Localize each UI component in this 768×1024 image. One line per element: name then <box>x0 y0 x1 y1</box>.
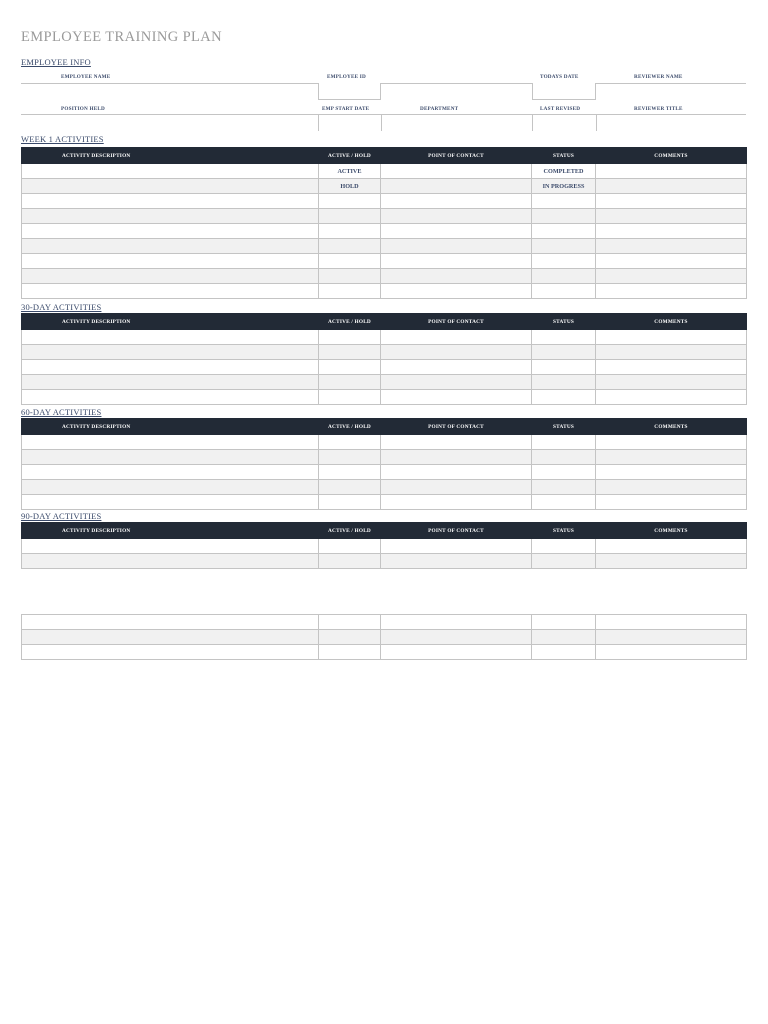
status-cell[interactable] <box>532 224 596 239</box>
active-hold-cell[interactable] <box>319 239 381 254</box>
table-row <box>22 254 747 269</box>
activity-description-cell[interactable] <box>22 239 319 254</box>
activity-description-cell[interactable] <box>22 345 319 360</box>
status-cell[interactable] <box>532 360 596 375</box>
active-hold-cell[interactable] <box>319 630 381 645</box>
status-cell[interactable] <box>532 239 596 254</box>
comments-cell[interactable] <box>596 239 747 254</box>
label-employee-id: EMPLOYEE ID <box>327 74 366 80</box>
table-header-row <box>22 523 747 539</box>
point-of-contact-cell[interactable] <box>381 194 532 209</box>
active-hold-cell[interactable] <box>319 345 381 360</box>
active-hold-cell[interactable] <box>319 450 381 465</box>
label-reviewer-name: REVIEWER NAME <box>634 74 683 80</box>
comments-cell[interactable] <box>596 194 747 209</box>
activity-description-cell[interactable] <box>22 450 319 465</box>
table-row <box>22 345 747 360</box>
week-1-activities-table <box>21 147 747 299</box>
column-header-comments: COMMENTS <box>596 523 747 539</box>
column-header-point-of-contact: POINT OF CONTACT <box>381 148 532 164</box>
status-cell[interactable] <box>532 254 596 269</box>
point-of-contact-cell[interactable] <box>381 284 532 299</box>
column-header-active-hold: ACTIVE / HOLD <box>319 148 381 164</box>
table-row <box>22 164 747 179</box>
active-hold-cell[interactable] <box>319 360 381 375</box>
comments-cell[interactable] <box>596 435 747 450</box>
activity-description-cell[interactable] <box>22 465 319 480</box>
point-of-contact-cell[interactable] <box>381 465 532 480</box>
status-cell[interactable] <box>532 539 596 554</box>
active-hold-cell[interactable] <box>319 539 381 554</box>
point-of-contact-cell[interactable] <box>381 495 532 510</box>
status-cell[interactable] <box>532 645 596 660</box>
point-of-contact-cell[interactable] <box>381 554 532 569</box>
table-row <box>22 480 747 495</box>
table-row <box>22 465 747 480</box>
active-hold-cell[interactable] <box>319 495 381 510</box>
table-row <box>22 615 747 630</box>
comments-cell[interactable] <box>596 360 747 375</box>
info-row1-line <box>21 83 746 84</box>
status-cell[interactable]: IN PROGRESS <box>532 179 596 194</box>
activity-description-cell[interactable] <box>22 330 319 345</box>
table-row <box>22 495 747 510</box>
active-hold-cell[interactable] <box>319 194 381 209</box>
activity-description-cell[interactable] <box>22 164 319 179</box>
comments-cell[interactable] <box>596 179 747 194</box>
comments-cell[interactable] <box>596 390 747 405</box>
point-of-contact-cell[interactable] <box>381 360 532 375</box>
comments-cell[interactable] <box>596 645 747 660</box>
column-header-comments: COMMENTS <box>596 148 747 164</box>
week-1-activities-heading: WEEK 1 ACTIVITIES <box>21 134 104 144</box>
30-day-activities-table <box>21 313 747 405</box>
label-todays-date: TODAYS DATE <box>540 74 579 80</box>
point-of-contact-cell[interactable] <box>381 164 532 179</box>
point-of-contact-cell[interactable] <box>381 239 532 254</box>
table-row <box>22 269 747 284</box>
activity-description-cell[interactable] <box>22 209 319 224</box>
table-row <box>22 360 747 375</box>
comments-cell[interactable] <box>596 480 747 495</box>
activity-description-cell[interactable] <box>22 645 319 660</box>
status-cell[interactable] <box>532 345 596 360</box>
active-hold-cell[interactable] <box>319 645 381 660</box>
active-hold-cell[interactable] <box>319 615 381 630</box>
active-hold-cell[interactable] <box>319 330 381 345</box>
comments-cell[interactable] <box>596 330 747 345</box>
status-cell[interactable] <box>532 209 596 224</box>
activity-description-cell[interactable] <box>22 480 319 495</box>
activity-description-cell[interactable] <box>22 630 319 645</box>
point-of-contact-cell[interactable] <box>381 539 532 554</box>
active-hold-cell[interactable] <box>319 254 381 269</box>
point-of-contact-cell[interactable] <box>381 254 532 269</box>
table-header-row <box>22 314 747 330</box>
column-header-active-hold: ACTIVE / HOLD <box>319 523 381 539</box>
last-revised-field-divider <box>532 114 533 131</box>
90-day-activities-table <box>21 522 747 569</box>
label-employee-name: EMPLOYEE NAME <box>61 74 111 80</box>
status-cell[interactable] <box>532 284 596 299</box>
column-header-status: STATUS <box>532 314 596 330</box>
reviewer-title-field-divider <box>596 114 597 131</box>
status-cell[interactable] <box>532 330 596 345</box>
comments-cell[interactable] <box>596 254 747 269</box>
column-header-point-of-contact: POINT OF CONTACT <box>381 419 532 435</box>
comments-cell[interactable] <box>596 284 747 299</box>
comments-cell[interactable] <box>596 615 747 630</box>
status-cell[interactable]: COMPLETED <box>532 164 596 179</box>
table-row <box>22 194 747 209</box>
page-title: EMPLOYEE TRAINING PLAN <box>21 29 223 45</box>
active-hold-cell[interactable] <box>319 284 381 299</box>
point-of-contact-cell[interactable] <box>381 179 532 194</box>
status-cell[interactable] <box>532 269 596 284</box>
table-row <box>22 330 747 345</box>
status-cell[interactable] <box>532 615 596 630</box>
column-header-activity-description: ACTIVITY DESCRIPTION <box>22 523 319 539</box>
table-row <box>22 375 747 390</box>
60-day-activities-table <box>21 418 747 510</box>
activity-description-cell[interactable] <box>22 269 319 284</box>
point-of-contact-cell[interactable] <box>381 390 532 405</box>
column-header-point-of-contact: POINT OF CONTACT <box>381 523 532 539</box>
30-day-activities-heading: 30-DAY ACTIVITIES <box>21 302 102 312</box>
status-cell[interactable] <box>532 375 596 390</box>
status-cell[interactable] <box>532 450 596 465</box>
activity-description-cell[interactable] <box>22 194 319 209</box>
activity-description-cell[interactable] <box>22 360 319 375</box>
emp-start-date-field-divider <box>318 114 319 131</box>
90-day-activities-heading: 90-DAY ACTIVITIES <box>21 511 102 521</box>
column-header-status: STATUS <box>532 148 596 164</box>
activity-description-cell[interactable] <box>22 554 319 569</box>
table-row <box>22 390 747 405</box>
column-header-point-of-contact: POINT OF CONTACT <box>381 314 532 330</box>
status-cell[interactable] <box>532 465 596 480</box>
activity-description-cell[interactable] <box>22 539 319 554</box>
comments-cell[interactable] <box>596 345 747 360</box>
comments-cell[interactable] <box>596 465 747 480</box>
table-row <box>22 435 747 450</box>
active-hold-cell[interactable]: ACTIVE <box>319 164 381 179</box>
table-row <box>22 554 747 569</box>
point-of-contact-cell[interactable] <box>381 615 532 630</box>
activity-description-cell[interactable] <box>22 284 319 299</box>
comments-cell[interactable] <box>596 495 747 510</box>
active-hold-cell[interactable] <box>319 269 381 284</box>
status-cell[interactable] <box>532 554 596 569</box>
status-cell[interactable] <box>532 630 596 645</box>
point-of-contact-cell[interactable] <box>381 375 532 390</box>
point-of-contact-cell[interactable] <box>381 630 532 645</box>
label-department: DEPARTMENT <box>420 106 459 112</box>
active-hold-cell[interactable] <box>319 390 381 405</box>
point-of-contact-cell[interactable] <box>381 480 532 495</box>
point-of-contact-cell[interactable] <box>381 435 532 450</box>
column-header-comments: COMMENTS <box>596 314 747 330</box>
activity-description-cell[interactable] <box>22 254 319 269</box>
label-reviewer-title: REVIEWER TITLE <box>634 106 683 112</box>
table-row <box>22 284 747 299</box>
column-header-status: STATUS <box>532 419 596 435</box>
point-of-contact-cell[interactable] <box>381 450 532 465</box>
activity-description-cell[interactable] <box>22 375 319 390</box>
info-row2-line <box>21 114 746 115</box>
activity-description-cell[interactable] <box>22 179 319 194</box>
point-of-contact-cell[interactable] <box>381 209 532 224</box>
status-cell[interactable] <box>532 435 596 450</box>
table-row <box>22 224 747 239</box>
status-cell[interactable] <box>532 390 596 405</box>
table-row <box>22 450 747 465</box>
point-of-contact-cell[interactable] <box>381 269 532 284</box>
activity-description-cell[interactable] <box>22 615 319 630</box>
point-of-contact-cell[interactable] <box>381 330 532 345</box>
status-cell[interactable] <box>532 495 596 510</box>
activity-description-cell[interactable] <box>22 224 319 239</box>
table-row <box>22 539 747 554</box>
status-cell[interactable] <box>532 194 596 209</box>
table-row <box>22 645 747 660</box>
active-hold-cell[interactable] <box>319 375 381 390</box>
active-hold-cell[interactable]: HOLD <box>319 179 381 194</box>
table-row <box>22 179 747 194</box>
column-header-activity-description: ACTIVITY DESCRIPTION <box>22 314 319 330</box>
department-field-divider <box>381 114 382 131</box>
point-of-contact-cell[interactable] <box>381 345 532 360</box>
active-hold-cell[interactable] <box>319 224 381 239</box>
comments-cell[interactable] <box>596 450 747 465</box>
table-row <box>22 209 747 224</box>
active-hold-cell[interactable] <box>319 554 381 569</box>
activity-description-cell[interactable] <box>22 435 319 450</box>
comments-cell[interactable] <box>596 209 747 224</box>
comments-cell[interactable] <box>596 539 747 554</box>
point-of-contact-cell[interactable] <box>381 645 532 660</box>
label-emp-start-date: EMP START DATE <box>322 106 370 112</box>
comments-cell[interactable] <box>596 269 747 284</box>
table-row <box>22 630 747 645</box>
comments-cell[interactable] <box>596 630 747 645</box>
table-header-row <box>22 419 747 435</box>
active-hold-cell[interactable] <box>319 465 381 480</box>
column-header-activity-description: ACTIVITY DESCRIPTION <box>22 148 319 164</box>
column-header-active-hold: ACTIVE / HOLD <box>319 419 381 435</box>
table-header-row <box>22 148 747 164</box>
column-header-active-hold: ACTIVE / HOLD <box>319 314 381 330</box>
active-hold-cell[interactable] <box>319 435 381 450</box>
active-hold-cell[interactable] <box>319 480 381 495</box>
label-position-held: POSITION HELD <box>61 106 105 112</box>
table-row <box>22 239 747 254</box>
label-last-revised: LAST REVISED <box>540 106 581 112</box>
point-of-contact-cell[interactable] <box>381 224 532 239</box>
employee-info-heading: EMPLOYEE INFO <box>21 57 91 67</box>
todays-date-field[interactable] <box>532 83 596 100</box>
status-cell[interactable] <box>532 480 596 495</box>
comments-cell[interactable] <box>596 375 747 390</box>
column-header-comments: COMMENTS <box>596 419 747 435</box>
active-hold-cell[interactable] <box>319 209 381 224</box>
column-header-activity-description: ACTIVITY DESCRIPTION <box>22 419 319 435</box>
extra-rows-table <box>21 614 747 660</box>
column-header-status: STATUS <box>532 523 596 539</box>
comments-cell[interactable] <box>596 224 747 239</box>
60-day-activities-heading: 60-DAY ACTIVITIES <box>21 407 102 417</box>
activity-description-cell[interactable] <box>22 390 319 405</box>
employee-id-field[interactable] <box>318 83 381 100</box>
activity-description-cell[interactable] <box>22 495 319 510</box>
comments-cell[interactable] <box>596 554 747 569</box>
comments-cell[interactable] <box>596 164 747 179</box>
